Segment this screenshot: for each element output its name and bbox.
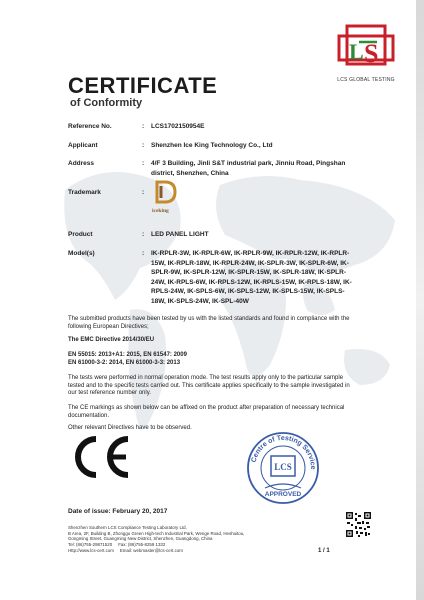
product-label: Product (68, 231, 93, 238)
standards-line-1: EN 55015: 2013+A1: 2015, EN 61547: 2009 (68, 352, 187, 358)
colon: : (142, 123, 145, 130)
footer-address-line-1: B Area, 2F, Building B, Zhonggu Green High-tech Industrial Park, Wenge Road, Heshuitou, (68, 530, 245, 536)
submitted-statement: The submitted products have been tested by us with the listed standards and found in compliance with the following European Directives; (68, 316, 350, 330)
footer-lab-name: Shenzhen Southern LCS Compliance Testing Laboratory Ltd. (68, 525, 187, 530)
footer-tel: Tel: (86)755-29871520 (68, 542, 113, 548)
colon: : (142, 189, 145, 196)
footer-web-row (68, 548, 244, 554)
edge-stripe (416, 0, 424, 300)
page-count: 1 / 1 (318, 548, 330, 554)
colon: : (142, 142, 145, 149)
reference-label: Reference No. (68, 123, 112, 130)
reference-value: LCS1702150954E (151, 123, 205, 130)
lab-footer (68, 525, 244, 554)
colon: : (142, 160, 145, 167)
directive-title: The EMC Directive 2014/30/EU (68, 337, 155, 343)
trademark-label: Trademark (68, 189, 101, 196)
applicant-value: Shenzhen Ice King Technology Co., Ltd (151, 142, 273, 149)
ce-marking-statement: The CE markings as shown below can be affixed on the product after preparation of necessary technical documentation. (68, 405, 345, 419)
stamp-ring-text: Centre of Testing Service (250, 434, 317, 470)
colon: : (142, 250, 145, 257)
footer-fax: Fax: (86)755-8259 1332 (118, 542, 166, 548)
logo-subtitle: LCS GLOBAL TESTING (337, 77, 395, 83)
qr-code (345, 511, 372, 538)
certificate-title: CERTIFICATE (68, 73, 218, 98)
tests-statement: The tests were performed in normal operation mode. The test results apply only to the particular sample tested and to the specific tests carried out. This certificate applies specifically to the sample investigated in our test reference number only. (68, 375, 350, 397)
models-value: IK-RPLR-3W, IK-RPLR-6W, IK-RPLR-9W, IK-RPLR-12W, IK-RPLR-15W, IK-RPLR-18W, IK-RPLR-24W, IK-SPLR-3W, IK-SPLR-6W, IK-SPLR-9W, IK-SPLR-12W, IK-SPLR-15W, IK-SPLR-18W, IK-SPLR-24W, IK-RPLS-6W, IK-RPLS-12W, IK-RPLS-15W, IK-RPLS-18W, IK-RPLS-24W, IK-SPLS-6W, IK-SPLS-12W, IK-SPLS-15W, IK-SPLS-18W, IK-SPLS-24W, IK-SPL-40W (151, 250, 352, 305)
svg-text:L: L (349, 39, 364, 64)
colon: : (142, 231, 145, 238)
address-value: 4/F 3 Building, Jinli S&T industrial park, Jinniu Road, Pingshan district, Shenzhen, China (151, 160, 346, 177)
ce-mark-icon (68, 435, 132, 479)
footer-web: Http://www.lcs-cert.com (68, 547, 114, 553)
edge-stripe (416, 300, 424, 600)
models-label: Model(s) (68, 250, 95, 257)
applicant-label: Applicant (68, 142, 98, 149)
svg-text:S: S (364, 39, 379, 68)
address-label: Address (68, 160, 95, 167)
standards-line-2: EN 61000-3-2: 2014, EN 61000-3-3: 2013 (68, 360, 181, 366)
testing-service-stamp (245, 430, 321, 506)
lcs-logo (337, 22, 395, 74)
trademark-brand: iceking (152, 208, 169, 214)
certificate-subtitle: of Conformity (70, 97, 143, 109)
date-of-issue: Date of issue: February 20, 2017 (68, 508, 168, 515)
product-value: LED PANEL LIGHT (151, 231, 209, 238)
footer-email: Email: webmaster@lcs-cert.com (119, 547, 183, 553)
iceking-trademark-logo (151, 178, 181, 208)
stamp-bottom-text: APPROVED (264, 491, 302, 498)
stamp-center-text: LCS (274, 462, 292, 472)
other-directives: Other relevant Directives have to be observed. (68, 425, 192, 431)
footer-address-line-2: Gongming Street, Guangming New District, Shenzhen, Guangdong, China (68, 536, 213, 542)
